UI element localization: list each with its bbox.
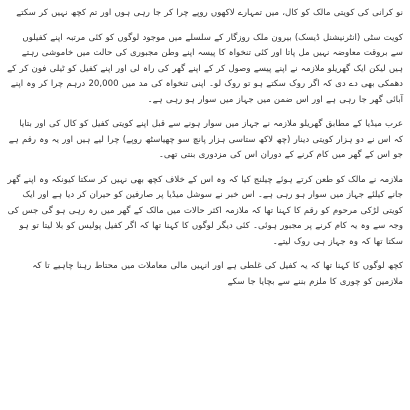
article-paragraph: ملازمہ نے مالک کو طعن کرتے ہوئے چیلنج کیا کہ وہ اس کے خلاف کچھ بھی نہیں کر سکتا کیونکہ وہ اپنے گھر جانے کیلئے جہاز میں سوار ہو رہی ہے۔ اس خبر نے سوشل میڈیا پر صارفین کو حیران کر دیا ہے اور ایک کویتی لڑکی مرحوم کو رقم کا کہنا تھا کہ ملازمہ اکثر حالات میں مالک کے گھر میں رہ رہی ہو گی جس کی وجہ سے وہ یہ کام کرنے پر مجبور ہوئی۔ کئی دیگر لوگوں کا کہنا تھا کہ اگر کفیل پولیس کو بلا لیتا تو ہو سکتا تھا کہ وہ جہاز ہی روک لیتے۔ [7,174,403,247]
article-headline: نو کرانی کی کویتی مالک کو کال، میں تمہارے لاکھوں روپے چرا کر جا رہی ہوں اور تم کچھ نہیں کر سکتے [16,8,403,18]
article-paragraph: عرب میڈیا کے مطابق گھریلو ملازمہ نے جہاز میں سوار ہونے سے قبل اپنے کویتی کفیل کو کال کی اور بتایا کہ اس نے دو ہزار کویتی دینار (چھ لاکھ ستاسی ہزار پانچ سو چھیاسٹھ روپے) چرا لیے ہیں اور یہ وہ رقم ہے جو اس کے گھر میں کام کرنے کے دوران اس کی مزدوری بنتی تھی۔ [8,119,403,160]
article-paragraph: کویت سٹی (انٹرنیشنل ڈیسک) بیرون ملک روزگار کے سلسلے میں موجود لوگوں کو کئی مرتبہ اپنے کفیلوں سے بروقت معاوضہ نہیں مل پاتا اور کئی تنخواہ کا پیسہ اپنے وطن مجبوری کی حالت میں خاموشی رہتے ہیں لیکن ایک گھریلو ملازمہ نے اپنے پیسے وصول کر کے اپنے گھر کی راہ لی اور اپنے کفیل کو ٹیلی فون کر کے دھمکی بھی دے دی کہ اگر روک سکتے ہو تو روک لو۔ اپنی تنخواہ کی مد میں 20,000 درہم چرا کر وہ اپنے آبائی گھر جا رہی ہے اور اس ضمن میں جہاز میں سوار ہو رہی ہے۔ [7,32,403,105]
article-paragraph: کچھ لوگوں کا کہنا تھا کہ یہ کفیل کی غلطی ہے اور انہیں مالی معاملات میں محتاط رہنا چاہیے تا کہ ملازمین کو چوری کا ملزم بننے سے بچایا جا سکے [32,261,403,287]
